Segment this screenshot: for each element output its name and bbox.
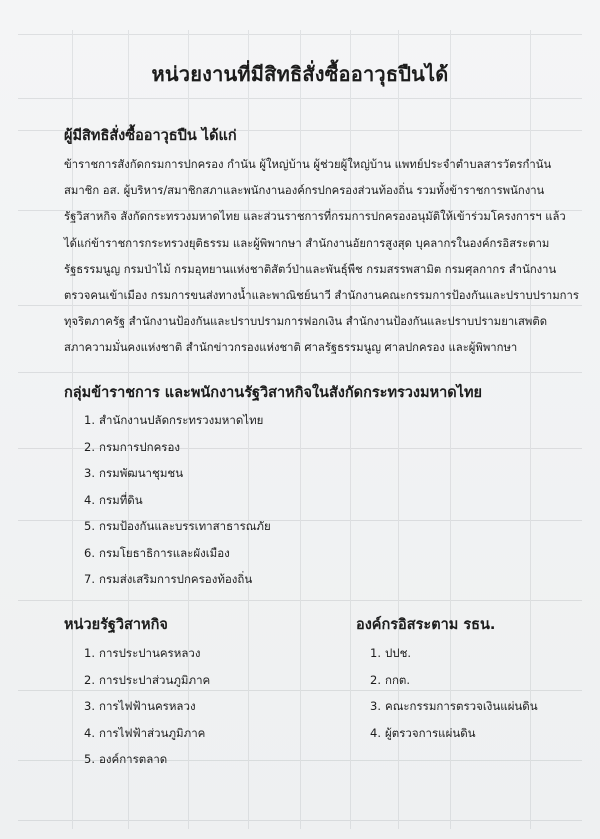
list-item: 2. การประปาส่วนภูมิภาค — [84, 672, 211, 687]
paragraph-line: ทุจริตภาครัฐ สำนักงานป้องกันและปราบปรามการฟอกเงิน สำนักงานป้องกันและปราบปรามยาเสพติด — [64, 315, 548, 329]
list-item: 4. กรมที่ดิน — [84, 492, 143, 507]
paragraph-line: รัฐวิสาหกิจ สังกัดกระทรวงมหาดไทย และส่วนราชการที่กรมการปกครองอนุมัติให้เข้าร่วมโครงการฯ แล้ว — [64, 210, 566, 224]
independent-org-heading: องค์กรอิสระตาม รธน. — [356, 617, 496, 633]
paragraph-line: สมาชิก อส. ผู้บริหาร/สมาชิกสภาและพนักงานองค์กรปกครองส่วนท้องถิ่น รวมทั้งข้าราชการพนักงาน — [64, 184, 545, 198]
list-item: 1. การประปานครหลวง — [84, 646, 201, 660]
list-item: 2. กกต. — [370, 672, 411, 687]
list-item: 5. องค์การตลาด — [84, 752, 168, 766]
list-item: 7. กรมส่งเสริมการปกครองท้องถิ่น — [84, 572, 253, 586]
list-item: 3. คณะกรรมการตรวจเงินแผ่นดิน — [370, 699, 538, 713]
list-item: 5. กรมป้องกันและบรรเทาสาธารณภัย — [84, 519, 271, 533]
list-item: 1. ปปช. — [370, 646, 412, 660]
authorized-paragraph — [64, 152, 579, 362]
list-item: 4. การไฟฟ้าส่วนภูมิภาค — [84, 725, 206, 740]
independent-org-list — [370, 640, 538, 746]
moi-group-heading: กลุ่มข้าราชการ และพนักงานรัฐวิสาหกิจในสังกัดกระทรวงมหาดไทย — [64, 385, 483, 401]
list-item: 6. กรมโยธาธิการและผังเมือง — [84, 545, 230, 560]
paragraph-line: ได้แก่ข้าราชการกระทรวงยุติธรรม และผู้พิพากษา สำนักงานอัยการสูงสุด บุคลากรในองค์กรอิสระตาม — [64, 236, 550, 250]
list-item: 2. กรมการปกครอง — [84, 439, 180, 454]
page-title: หน่วยงานที่มีสิทธิสั่งซื้ออาวุธปืนได้ — [151, 62, 449, 86]
moi-group-list — [84, 407, 271, 593]
paragraph-line: รัฐธรรมนูญ กรมป่าไม้ กรมอุทยานแห่งชาติสัตว์ป่าและพันธุ์พืช กรมสรรพสามิต กรมศุลกากร สำนักงาน — [64, 262, 557, 276]
state-enterprise-list — [84, 640, 210, 773]
list-item: 1. สำนักงานปลัดกระทรวงมหาดไทย — [84, 413, 264, 427]
list-item: 3. กรมพัฒนาชุมชน — [84, 466, 184, 480]
paragraph-line: สภาความมั่นคงแห่งชาติ สำนักข่าวกรองแห่งชาติ ศาลรัฐธรรมนูญ ศาลปกครอง และผู้พิพากษา — [64, 341, 518, 355]
authorized-heading: ผู้มีสิทธิสั่งซื้ออาวุธปืน ได้แก่ — [64, 128, 237, 144]
state-enterprise-heading: หน่วยรัฐวิสาหกิจ — [64, 617, 168, 633]
list-item: 3. การไฟฟ้านครหลวง — [84, 699, 196, 713]
list-item: 4. ผู้ตรวจการแผ่นดิน — [370, 725, 476, 740]
paragraph-line: ตรวจคนเข้าเมือง กรมการขนส่งทางน้ำและพาณิชย์นาวี สำนักงานคณะกรรมการป้องกันและปราบปรามการ — [64, 289, 579, 303]
paragraph-line: ข้าราชการสังกัดกรมการปกครอง กำนัน ผู้ใหญ่บ้าน ผู้ช่วยผู้ใหญ่บ้าน แพทย์ประจำตำบลสารวัตรกำนัน — [64, 158, 552, 171]
